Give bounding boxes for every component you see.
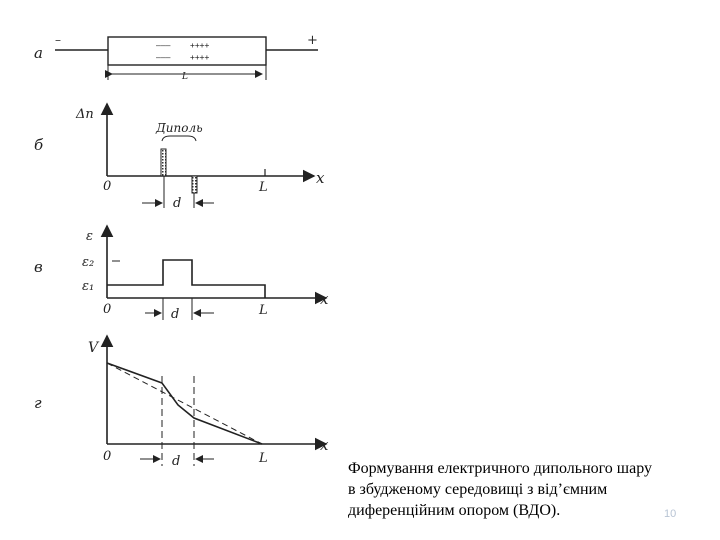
l-label-g: L [259,451,268,466]
epsilon-axis-label: ε [86,229,93,244]
panel-b [34,104,325,211]
panel-v-label: в [34,258,43,276]
inner-minus-charges-2: ––– [156,53,171,62]
d-label-g: d [172,454,181,469]
inner-minus-charges: ––– [156,41,171,50]
origin-v-label: 0 [103,302,112,317]
sample-bar [108,37,266,65]
slide-number: 10 [664,508,677,520]
x-axis-v-label: x [320,290,329,308]
negative-charge-spike [161,149,166,176]
inner-plus-charges: ++++ [190,41,210,50]
plus-terminal-label: + [307,33,318,48]
panel-b-label: б [34,136,44,154]
dipole-label: Диполь [156,121,203,135]
panel-g-label: г [34,394,42,412]
dipole-brace [162,136,196,141]
positive-charge-spike [192,176,197,193]
delta-n-axis-label: Δn [76,107,94,122]
epsilon-profile [107,260,265,298]
inner-plus-charges-2: ++++ [190,53,210,62]
caption-line-2: в збудженому середовищі з від’ємним [348,481,608,498]
l-label-b: L [259,180,268,195]
panel-a-label: а [34,44,43,62]
epsilon-2-label: ε₂ [82,255,95,270]
x-axis-b-label: x [316,169,325,187]
panel-g [34,336,329,469]
x-axis-g-label: x [320,436,329,454]
linear-potential-dashed [107,363,262,444]
l-label-v: L [259,303,268,318]
caption-line-1: Формування електричного дипольного шару [348,460,652,477]
potential-axis-label: V [88,340,99,356]
d-label-b: d [173,196,182,211]
potential-curve [107,363,262,444]
panel-v [34,226,329,322]
minus-terminal-label: – [55,33,61,47]
caption [348,458,678,521]
caption-line-3: диференційним опором (ВДО). [348,502,561,519]
origin-g-label: 0 [103,449,112,464]
length-label: L [182,72,188,82]
epsilon-1-label: ε₁ [82,279,95,294]
d-label-v: d [171,307,180,322]
origin-b-label: 0 [103,179,112,194]
panel-a [34,33,318,82]
